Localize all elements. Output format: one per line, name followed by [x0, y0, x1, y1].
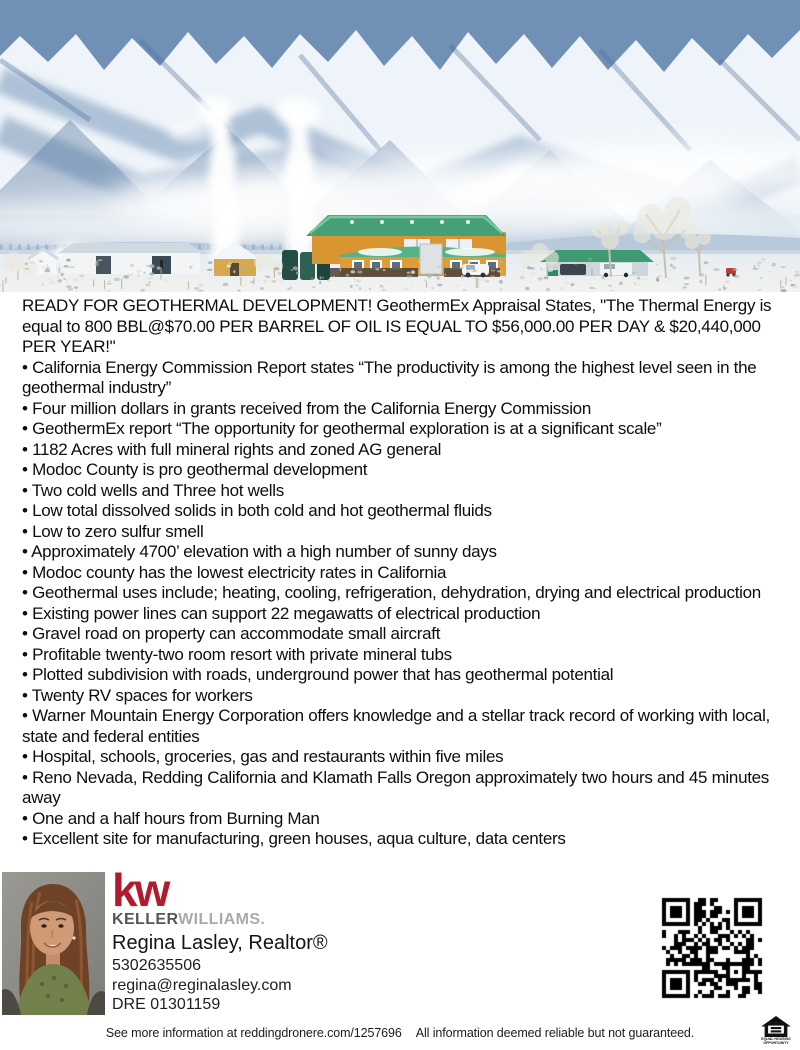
list-item: • Geothermal uses include; heating, cooling, refrigeration, dehydration, drying and electrical production — [22, 583, 761, 602]
list-item: • Reno Nevada, Redding California and Klamath Falls Oregon approximately two hours and 45 minutes away — [22, 767, 769, 807]
list-item: • 1182 Acres with full mineral rights and zoned AG general — [22, 439, 442, 459]
equal-housing-text-line2: OPPORTUNITY — [763, 1041, 789, 1045]
list-item: • Plotted subdivision with roads, underground power that has geothermal potential — [22, 665, 614, 684]
feature-list — [22, 358, 792, 850]
list-item: • Modoc county has the lowest electricity rates in California — [22, 562, 447, 582]
list-item: • Excellent site for manufacturing, green houses, aqua culture, data centers — [22, 829, 566, 848]
agent-license: DRE 01301159 — [112, 996, 221, 1013]
list-item: • Modoc County is pro geothermal development — [22, 460, 368, 479]
keller-word: KELLER — [112, 911, 179, 928]
list-item: • Hospital, schools, groceries, gas and restaurants within five miles — [22, 747, 504, 766]
agent-footer — [0, 864, 800, 1015]
keller-williams-wordmark — [112, 911, 532, 928]
list-item: • Existing power lines can support 22 megawatts of electrical production — [22, 603, 541, 623]
list-item: • Low total dissolved solids in both cold and hot geothermal fluids — [22, 501, 492, 520]
list-item: • Four million dollars in grants received from the California Energy Commission — [22, 398, 591, 418]
property-photo — [0, 0, 800, 292]
list-item: • California Energy Commission Report states “The productivity is among the highest level seen in the geothermal industry” — [22, 357, 757, 397]
equal-housing-logo — [758, 1016, 794, 1048]
list-item: • Warner Mountain Energy Corporation offers knowledge and a stellar track record of working with local, state and federal entities — [22, 706, 770, 746]
list-item: • Twenty RV spaces for workers — [22, 685, 253, 705]
kw-logo: kw — [112, 864, 168, 916]
list-item: • Low to zero sulfur smell — [22, 521, 204, 541]
williams-word: WILLIAMS. — [178, 911, 266, 928]
disclaimer-note: All information deemed reliable but not guaranteed. — [415, 1025, 695, 1040]
agent-info — [112, 864, 532, 1015]
disclaimer-bar — [0, 1015, 800, 1050]
qr-code — [657, 893, 767, 1003]
list-item: • Approximately 4700’ elevation with a high number of sunny days — [22, 542, 497, 561]
agent-name: Regina Lasley, Realtor® — [112, 932, 328, 954]
list-item: • One and a half hours from Burning Man — [22, 808, 320, 828]
agent-email: regina@reginalasley.com — [112, 976, 292, 994]
list-item: • Two cold wells and Three hot wells — [22, 480, 284, 500]
more-info-note: See more information at reddingdronere.com/1257696 — [105, 1025, 402, 1040]
list-item: • GeothermEx report “The opportunity for geothermal exploration is at a significant scale” — [22, 419, 662, 438]
property-photo-art — [0, 0, 800, 292]
flyer-body — [0, 294, 800, 850]
list-item: • Gravel road on property can accommodate small aircraft — [22, 624, 441, 643]
headline: READY FOR GEOTHERMAL DEVELOPMENT! GeothermEx Appraisal States, "The Thermal Energy is equal to 800 BBL@$70.00 PER BARREL OF OIL IS EQUAL TO $56,000.00 PER DAY & $20,440,000 PER YEAR!" — [22, 296, 772, 356]
agent-photo — [2, 872, 105, 1015]
equal-housing-text-line1: EQUAL HOUSING — [761, 1037, 791, 1041]
list-item: • Profitable twenty-two room resort with private mineral tubs — [22, 644, 452, 664]
agent-phone: 5302635506 — [112, 957, 201, 974]
